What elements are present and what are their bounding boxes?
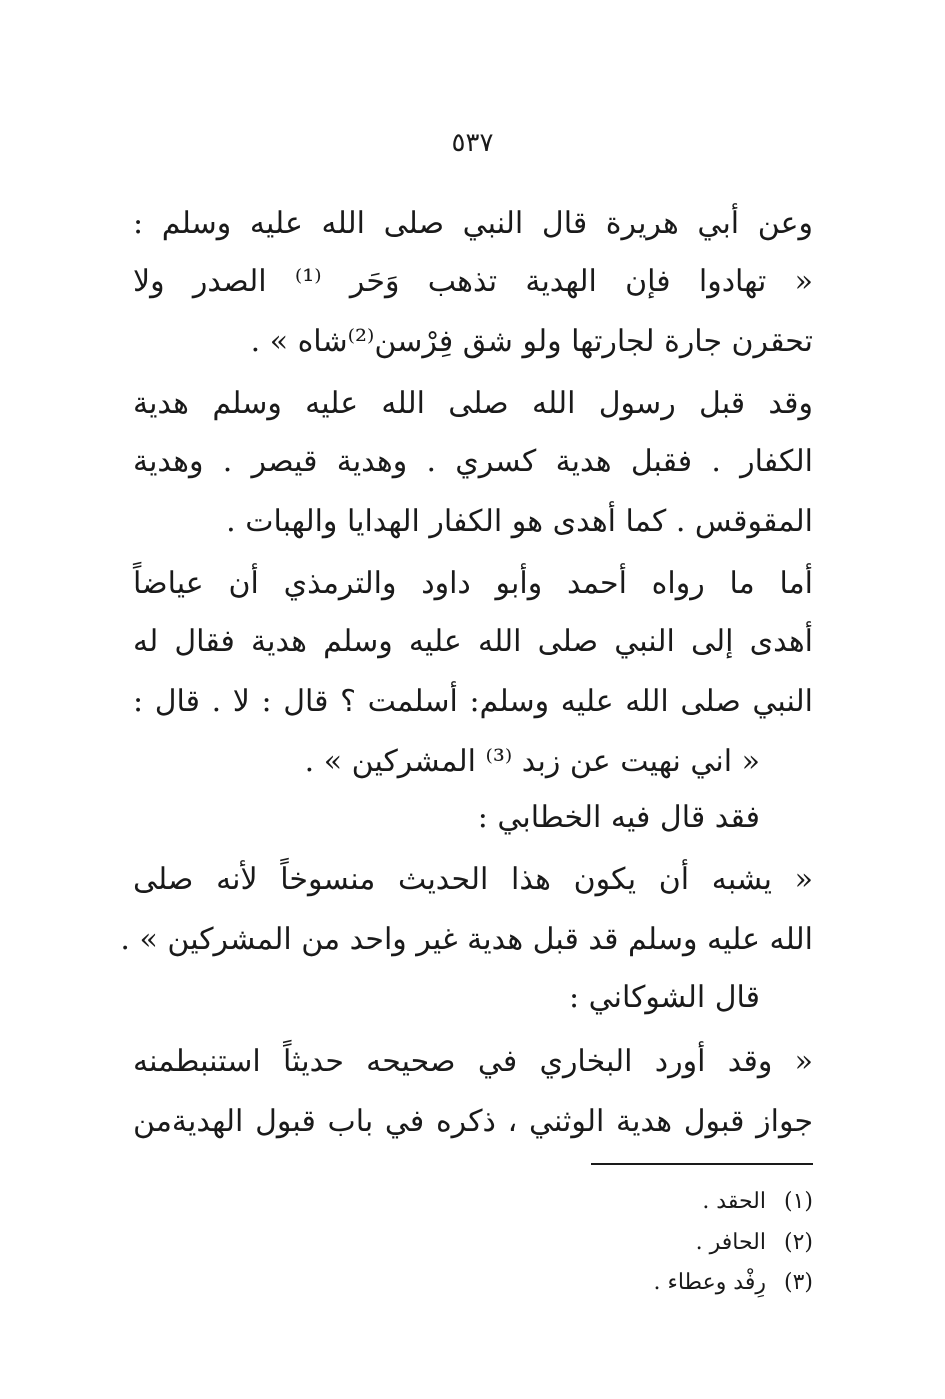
quote-line: « يشبه أن يكون هذا الحديث منسوخاً لأنه صلى — [133, 862, 813, 897]
quote-line: الله عليه وسلم قد قبل هدية غير واحد من المشركين » . — [120, 922, 813, 957]
footnote-number: (١) — [783, 1189, 813, 1214]
text-line: أهدى إلى النبي صلى الله عليه وسلم هدية فقال له — [133, 624, 813, 659]
text-line: الكفار . فقبل هدية كسري . وهدية قيصر . وهدية — [133, 444, 813, 479]
quote-line: « اني نهيت عن زبد ⁽³⁾ المشركين » . — [304, 744, 760, 779]
footnote-number: (٣) — [783, 1270, 813, 1295]
text-line: وعن أبي هريرة قال النبي صلى الله عليه وسلم : — [133, 206, 813, 241]
text-line: النبي صلى الله عليه وسلم: أسلمت ؟ قال : لا . قال : — [133, 684, 813, 719]
text-line: المقوقس . كما أهدى هو الكفار الهدايا والهبات . — [226, 504, 813, 539]
footnote — [413, 1187, 813, 1217]
footnote-separator — [591, 1163, 813, 1165]
footnote-text: الحافر . — [695, 1230, 766, 1255]
page-number: ٥٣٧ — [451, 128, 494, 158]
quote-line: « وقد أورد البخاري في صحيحه حديثاً استنبطمنه — [133, 1044, 813, 1079]
text-line: « تهادوا فإن الهدية تذهب وَحَر ⁽¹⁾ الصدر ولا — [133, 264, 813, 299]
footnote — [413, 1228, 813, 1258]
footnote-text: رِفْد وعطاء . — [653, 1270, 766, 1295]
footnote-text: الحقد . — [702, 1189, 766, 1214]
text-line: فقد قال فيه الخطابي : — [477, 800, 760, 835]
text-line: أما ما رواه أحمد وأبو داود والترمذي أن عياضاً — [133, 566, 813, 601]
footnote-number: (٢) — [783, 1230, 813, 1255]
text-line: قال الشوكاني : — [569, 980, 760, 1015]
text-line: وقد قبل رسول الله صلى الله عليه وسلم هدية — [133, 386, 813, 421]
footnote — [413, 1268, 813, 1298]
quote-line: جواز قبول هدية الوثني ، ذكره في باب قبول الهديةمن — [133, 1104, 813, 1139]
text-line: تحقرن جارة لجارتها ولو شق فِرْسن⁽²⁾شاه » . — [250, 324, 813, 359]
